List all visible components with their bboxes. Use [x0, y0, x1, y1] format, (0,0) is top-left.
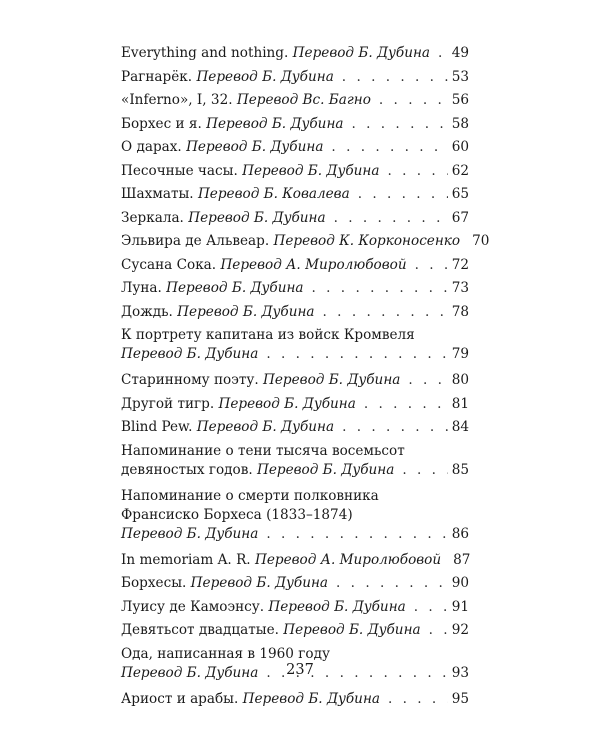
- entry-page-number: 72: [451, 256, 469, 273]
- dot-leader: [342, 68, 448, 87]
- entry-title: Девятьсот двадцатые.: [121, 622, 279, 638]
- entry-translator: Перевод Б. Дубина: [242, 690, 380, 707]
- toc-entry: [121, 395, 469, 414]
- toc-entry: [121, 162, 469, 181]
- dot-leader: [352, 115, 448, 134]
- dot-leader: [364, 395, 448, 414]
- entry-translator: Перевод А. Миролюбовой: [220, 256, 407, 273]
- entry-page-number: 67: [451, 209, 469, 226]
- toc-entry: [121, 551, 469, 570]
- entry-title: Песочные часы.: [121, 162, 238, 179]
- dot-leader: [336, 574, 448, 593]
- entry-translator: Перевод Б. Дубина: [190, 575, 329, 591]
- entry-title: Борхесы.: [121, 575, 187, 591]
- toc-entry: [121, 598, 469, 617]
- dot-leader: [379, 91, 448, 110]
- entry-translator: Перевод Б. Дубина: [121, 346, 259, 362]
- entry-title: О дарах.: [121, 139, 182, 155]
- toc-entry: [121, 279, 469, 298]
- entry-title: Дождь.: [121, 303, 173, 320]
- entry-title: Другой тигр.: [121, 395, 215, 412]
- entry-title: Борхес и я.: [121, 115, 202, 132]
- entry-translator: Перевод Б. Дубина: [186, 139, 324, 155]
- entry-translator: Перевод Б. Дубина: [257, 461, 395, 478]
- entry-translator: Перевод Б. Дубина: [196, 68, 334, 85]
- entry-translator: Перевод Б. Дубина: [121, 664, 259, 681]
- entry-translator: Перевод Б. Дубина: [166, 280, 304, 296]
- toc-entry: [121, 44, 469, 63]
- toc-entry: [121, 326, 469, 364]
- table-of-contents: [121, 44, 490, 713]
- entry-translator: Перевод Б. Дубина: [263, 372, 401, 388]
- entry-title: In memoriam A. R.: [121, 551, 251, 568]
- entry-page-number: 91: [451, 598, 469, 615]
- dot-leader: [388, 690, 448, 709]
- dot-leader: [387, 162, 447, 181]
- dot-leader: [334, 209, 448, 228]
- entry-title: Зеркала.: [121, 209, 184, 226]
- entry-page-number: 73: [451, 280, 469, 296]
- entry-page-number: 92: [451, 622, 469, 638]
- entry-title: Blind Pew.: [121, 419, 193, 435]
- entry-page-number: 79: [451, 346, 469, 362]
- entry-translator: Перевод Б. Дубина: [188, 209, 326, 226]
- entry-page-number: 56: [451, 92, 469, 108]
- entry-title: девяностых годов.: [121, 461, 253, 478]
- entry-page-number: 70: [472, 233, 490, 249]
- entry-page-number: 80: [451, 372, 469, 388]
- dot-leader: [266, 525, 447, 544]
- entry-title: Луису де Камоэнсу.: [121, 598, 265, 615]
- toc-entry: [121, 256, 469, 275]
- toc-entry: [121, 442, 469, 480]
- entry-title: Everything and nothing.: [121, 45, 289, 61]
- entry-translator: Перевод Б. Ковалева: [197, 186, 350, 202]
- entry-page-number: 84: [451, 419, 469, 435]
- entry-title: Напоминание о смерти полковника: [121, 487, 379, 504]
- dot-leader: [438, 44, 448, 63]
- toc-entry: [121, 303, 469, 322]
- toc-entry: [121, 68, 469, 87]
- dot-leader: [429, 621, 448, 640]
- toc-entry: [121, 91, 469, 110]
- toc-entry: [121, 621, 469, 640]
- entry-translator: Перевод Б. Дубина: [206, 115, 344, 132]
- toc-entry: [121, 690, 469, 709]
- entry-title: Сусана Сока.: [121, 256, 217, 273]
- dot-leader: [402, 461, 447, 480]
- toc-entry: [121, 232, 490, 251]
- toc-entry: [121, 185, 469, 204]
- dot-leader: [266, 345, 447, 364]
- entry-translator: Перевод Б. Дубина: [268, 598, 406, 615]
- entry-translator: Перевод Б. Дубина: [242, 162, 380, 179]
- entry-title: Эльвира де Альвеар.: [121, 233, 270, 249]
- dot-leader: [415, 256, 448, 275]
- entry-page-number: 58: [451, 115, 469, 132]
- toc-entry: [121, 138, 469, 157]
- dot-leader: [342, 418, 448, 437]
- entry-title: «Inferno», I, 32.: [121, 92, 233, 108]
- entry-translator: Перевод Б. Дубина: [121, 525, 259, 542]
- page-number: 237: [286, 662, 314, 678]
- toc-entry: [121, 371, 469, 390]
- toc-entry: [121, 115, 469, 134]
- entry-page-number: 81: [451, 395, 469, 412]
- entry-page-number: 53: [451, 68, 469, 85]
- entry-page-number: 78: [451, 303, 469, 320]
- entry-translator: Перевод Б. Дубина: [177, 303, 315, 320]
- entry-page-number: 85: [451, 461, 469, 478]
- entry-page-number: 87: [453, 551, 471, 568]
- entry-page-number: 95: [451, 690, 469, 707]
- entry-title: Рагнарёк.: [121, 68, 193, 85]
- entry-title: Старинному поэту.: [121, 372, 259, 388]
- entry-translator: Перевод Б. Дубина: [196, 419, 335, 435]
- dot-leader: [408, 371, 447, 390]
- entry-title: Ариост и арабы.: [121, 690, 239, 707]
- entry-title: Франсиско Борхеса (1833–1874): [121, 506, 353, 523]
- entry-title: К портрету капитана из войск Кромвеля: [121, 327, 415, 343]
- entry-translator: Перевод Б. Дубина: [218, 395, 356, 412]
- entry-page-number: 90: [451, 575, 469, 591]
- dot-leader: [358, 185, 448, 204]
- entry-page-number: 93: [451, 664, 469, 681]
- entry-translator: Перевод Вс. Багно: [236, 92, 371, 108]
- entry-page-number: 62: [451, 162, 469, 179]
- dot-leader: [323, 303, 448, 322]
- entry-page-number: 60: [451, 139, 469, 155]
- entry-translator: Перевод Б. Дубина: [292, 45, 431, 61]
- dot-leader: [331, 138, 447, 157]
- toc-entry: [121, 487, 469, 544]
- toc-entry: [121, 574, 469, 593]
- entry-page-number: 86: [451, 525, 469, 542]
- entry-title: Напоминание о тени тысяча восемьсот: [121, 442, 405, 459]
- entry-title: Ода, написанная в 1960 году: [121, 645, 330, 662]
- entry-title: Луна.: [121, 280, 162, 296]
- entry-page-number: 65: [451, 186, 469, 202]
- dot-leader: [414, 598, 448, 617]
- dot-leader: [312, 279, 448, 298]
- toc-entry: [121, 209, 469, 228]
- entry-page-number: 49: [451, 45, 469, 61]
- entry-translator: Перевод К. Корконосенко: [273, 233, 461, 249]
- entry-title: Шахматы.: [121, 186, 194, 202]
- entry-translator: Перевод Б. Дубина: [283, 622, 421, 638]
- entry-translator: Перевод А. Миролюбовой: [254, 551, 442, 568]
- toc-entry: [121, 418, 469, 437]
